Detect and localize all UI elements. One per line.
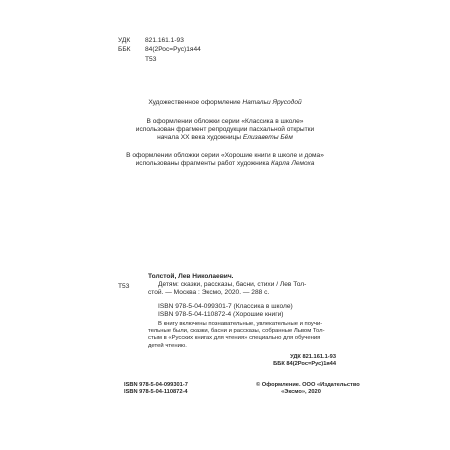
artistic-credit-prefix: Художественное оформление [148, 99, 243, 106]
udk-code [118, 37, 184, 45]
udk-value: 821.161.1-93 [145, 37, 184, 44]
cover-credit-good-books-line1: В оформлении обложки серии «Хорошие книги в школе и дома» [126, 152, 324, 159]
author-heading: Толстой, Лев Николаевич. [148, 273, 234, 280]
annotation-line2: тельные были, сказки, басни и рассказы, собранные Львом Тол- [148, 328, 325, 335]
footer-classification [246, 354, 336, 369]
annotation [148, 321, 340, 350]
copyright-line1: © Оформление. ООО «Издательство [256, 382, 360, 388]
isbn-good-books: ISBN 978-5-04-110872-4 (Хорошие книги) [158, 311, 284, 318]
isbn-classics: ISBN 978-5-04-099301-7 (Классика в школе) [158, 303, 293, 310]
cover-credit-good-books-line2: использованы фрагменты работ художника [135, 160, 272, 167]
author-mark: Т53 [118, 283, 130, 290]
cover-credit-classics [120, 118, 330, 142]
footer-bbk: ББК 84(2Рос=Рус)1я44 [273, 361, 336, 368]
cover-credit-good-books-artist: Карла Лемоха [271, 160, 315, 167]
bib-description-line1: Детям: сказки, рассказы, басни, стихи / Лев Тол- [158, 281, 307, 288]
bottom-isbn-good-books: ISBN 978-5-04-110872-4 [124, 389, 188, 396]
bbk-code [118, 46, 201, 54]
artistic-design-credit [120, 99, 330, 107]
bbk-label: ББК [118, 46, 131, 53]
annotation-line1: В книгу включены познавательные, увлекательные и поучи- [158, 321, 323, 327]
artistic-credit-name: Натальи Ярусодой [242, 99, 302, 106]
annotation-line3: стым в «Русских книгах для чтения» специально для обучения [148, 335, 321, 342]
cover-credit-classics-artist: Елизаветы Бём [242, 134, 293, 141]
annotation-line4: детей чтению. [148, 342, 187, 349]
udk-label: УДК [118, 37, 131, 44]
cover-credit-classics-line1: В оформлении обложки серии «Классика в школе» [146, 118, 304, 125]
cover-credit-good-books [116, 152, 334, 168]
footer-udk: УДК 821.161.1-93 [290, 354, 336, 360]
copyright-notice [256, 382, 360, 397]
author-mark-top: Т53 [145, 56, 157, 63]
cover-credit-classics-line2: использован фрагмент репродукции пасхальной открытки [135, 126, 315, 133]
bbk-value: 84(2Рос=Рус)1я44 [145, 46, 201, 53]
copyright-line2: «Эксмо», 2020 [281, 389, 321, 396]
cover-credit-classics-line3: начала XX века художницы [157, 134, 243, 141]
bib-description-line2: стой. — Москва : Эксмо, 2020. — 288 с. [148, 289, 270, 296]
bibliographic-record [124, 273, 338, 319]
bottom-isbn-classics: ISBN 978-5-04-099301-7 [124, 382, 188, 388]
bottom-isbn-block [124, 382, 224, 397]
